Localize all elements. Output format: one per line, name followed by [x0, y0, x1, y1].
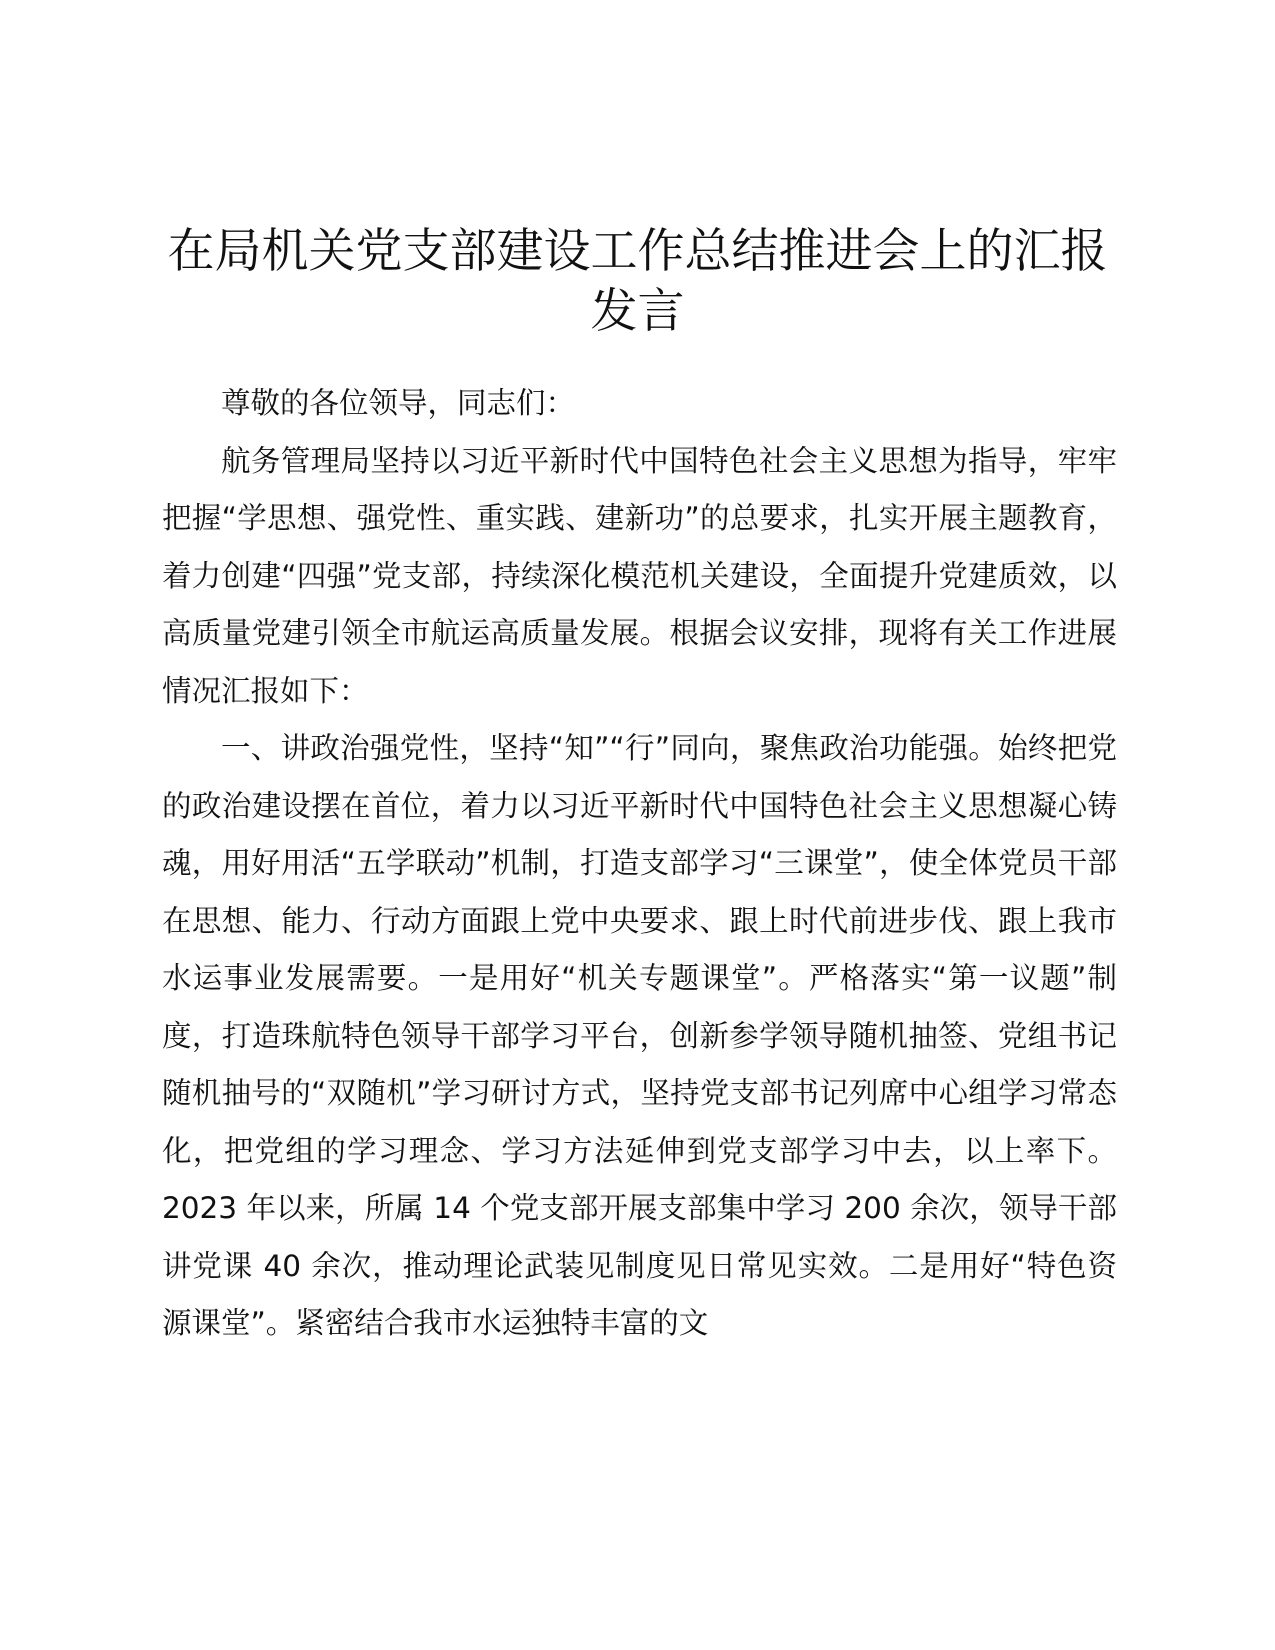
document-body [162, 375, 1117, 1353]
salutation: 尊敬的各位领导，同志们： [221, 386, 576, 420]
document-title: 在局机关党支部建设工作总结推进会上的汇报发言 [167, 224, 1108, 339]
paragraph-intro: 航务管理局坚持以习近平新时代中国特色社会主义思想为指导，牢牢把握“学思想、强党性、重实践、建新功”的总要求，扎实开展主题教育，着力创建“四强”党支部，持续深化模范机关建设，全面提升党建质效，以高质量党建引领全市航运高质量发展。根据会议安排，现将有关工作进展情况汇报如下： [162, 443, 1117, 708]
paragraph-section-one: 一、讲政治强党性，坚持“知”“行”同向，聚焦政治功能强。始终把党的政治建设摆在首位，着力以习近平新时代中国特色社会主义思想凝心铸魂，用好用活“五学联动”机制，打造支部学习“三课堂”，使全体党员干部在思想、能力、行动方面跟上党中央要求、跟上时代前进步伐、跟上我市水运事业发展需要。一是用好“机关专题课堂”。严格落实“第一议题”制度，打造珠航特色领导干部学习平台，创新参学领导随机抽签、党组书记随机抽号的“双随机”学习研讨方式，坚持党支部书记列席中心组学习常态化，把党组的学习理念、学习方法延伸到党支部学习中去，以上率下。2023 年以来，所属 14 个党支部开展支部集中学习 200 余次，领导干部讲党课 40 余次，推动理论武装见制度见日常见实效。二是用好“特色资源课堂”。紧密结合我市水运独特丰富的文 [162, 731, 1117, 1340]
